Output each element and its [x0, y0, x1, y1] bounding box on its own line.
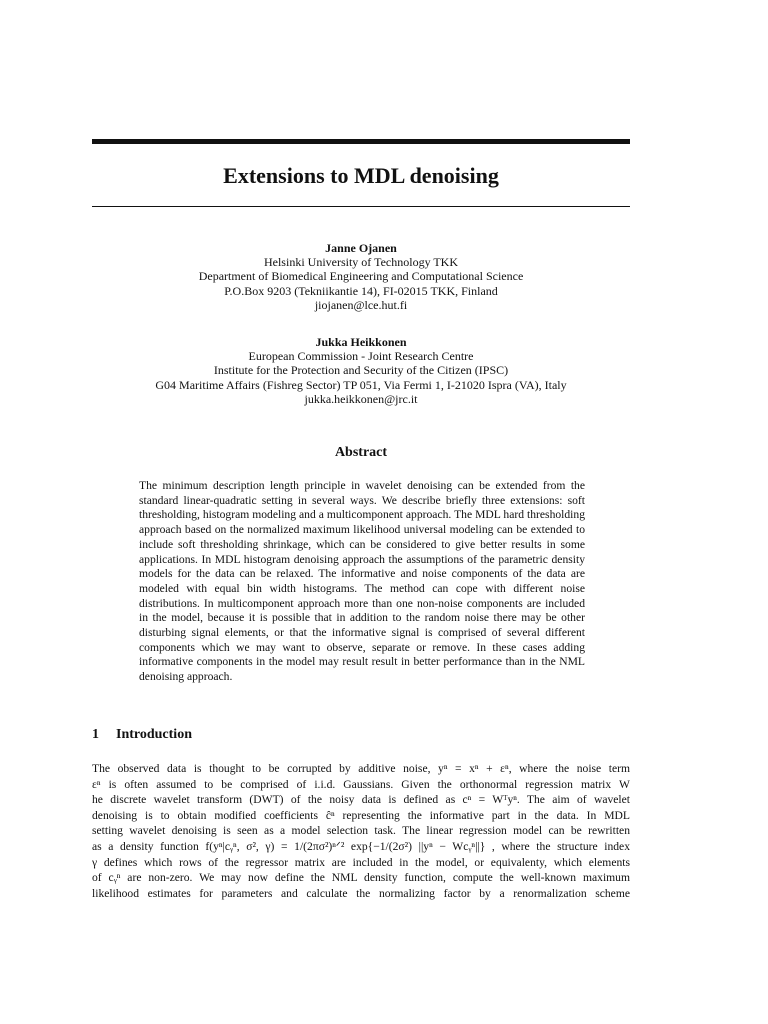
intro-line: setting wavelet denoising is seen as a model selection task. The linear regression model can be rewritten: [92, 824, 630, 838]
intro-line: he discrete wavelet transform (DWT) of the noisy data is defined as cⁿ = Wᵀyⁿ. The aim of wavelet: [92, 793, 630, 807]
intro-paragraph: [92, 761, 630, 901]
author-affiliation: Institute for the Protection and Security of the Citizen (IPSC): [213, 363, 509, 378]
intro-line: εⁿ is often assumed to be comprised of i.i.d. Gaussians. Given the orthonormal regression matrix W: [92, 777, 630, 791]
abstract-heading: Abstract: [334, 445, 388, 460]
author-email: jukka.heikkonen@jrc.it: [304, 391, 418, 406]
top-rule: [92, 139, 630, 144]
intro-line: denoising is to obtain modified coefficients ĉⁿ representing the informative part in the data. In MDL: [92, 808, 630, 822]
intro-line: γ defines which rows of the regressor matrix are included in the model, or equivalenty, which elements: [92, 855, 630, 869]
author-affiliation: Helsinki University of Technology TKK: [263, 255, 459, 270]
author-name: Jukka Heikkonen: [315, 335, 407, 349]
section-number: 1: [92, 727, 99, 742]
intro-line: likelihood estimates for parameters and calculate the normalizing factor by a renormalization scheme: [92, 886, 630, 900]
abstract-text: The minimum description length principle in wavelet denoising can be extended from the standard linear-quadratic setting in several ways. We describe briefly three extensions: soft thresholding, histogram modeling and a multicomponent approach. The MDL hard thresholding approach based on the normalized maximum likelihood universal modeling can be extended to include soft thresholding shrinkage, which can be considered to give better results in some applications. In MDL histogram denoising approach the assumptions of the parametric density models for the data can be relaxed. The informative and noise components of the data are modeled with equal bin width histograms. The method can cope with different noise distributions. In multicomponent approach more than one non-noise components are included in the model, because it is possible that in addition to the random noise there may be other disturbing signal elements, or that the informative signal is comprised of several different components which we may want to observe, separate or remove. In these cases adding informative components in the model may result result in better performance than in the NML denoising approach.: [139, 479, 585, 684]
author-block-1: [92, 241, 630, 312]
section-title: Introduction: [116, 727, 192, 742]
intro-line: The observed data is thought to be corrupted by additive noise, yⁿ = xⁿ + εⁿ, where the noise term: [92, 762, 630, 775]
author-affiliation: Department of Biomedical Engineering and Computational Science: [198, 269, 524, 284]
title-rule: [92, 206, 630, 207]
paper-title: Extensions to MDL denoising: [223, 163, 499, 188]
author-email: jiojanen@lce.hut.fi: [314, 297, 408, 312]
author-address: P.O.Box 9203 (Tekniikantie 14), FI-02015 TKK, Finland: [224, 283, 498, 298]
section-heading: [92, 726, 192, 744]
intro-line: of cᵧⁿ are non-zero. We may now define the NML density function, compute the well-known maximum: [92, 871, 630, 885]
author-name: Janne Ojanen: [325, 241, 397, 255]
author-address: G04 Maritime Affairs (Fishreg Sector) TP 051, Via Fermi 1, I-21020 Ispra (VA), Italy: [155, 377, 567, 392]
intro-line: as a density function f(yⁿ|cᵧⁿ, σ², γ) = 1/(2πσ²)ⁿᐟ² exp{−1/(2σ²) ||yⁿ − Wcᵧⁿ||} , where the structure index: [92, 839, 630, 853]
author-block-2: [92, 335, 630, 406]
author-affiliation: European Commission - Joint Research Centre: [248, 349, 474, 364]
